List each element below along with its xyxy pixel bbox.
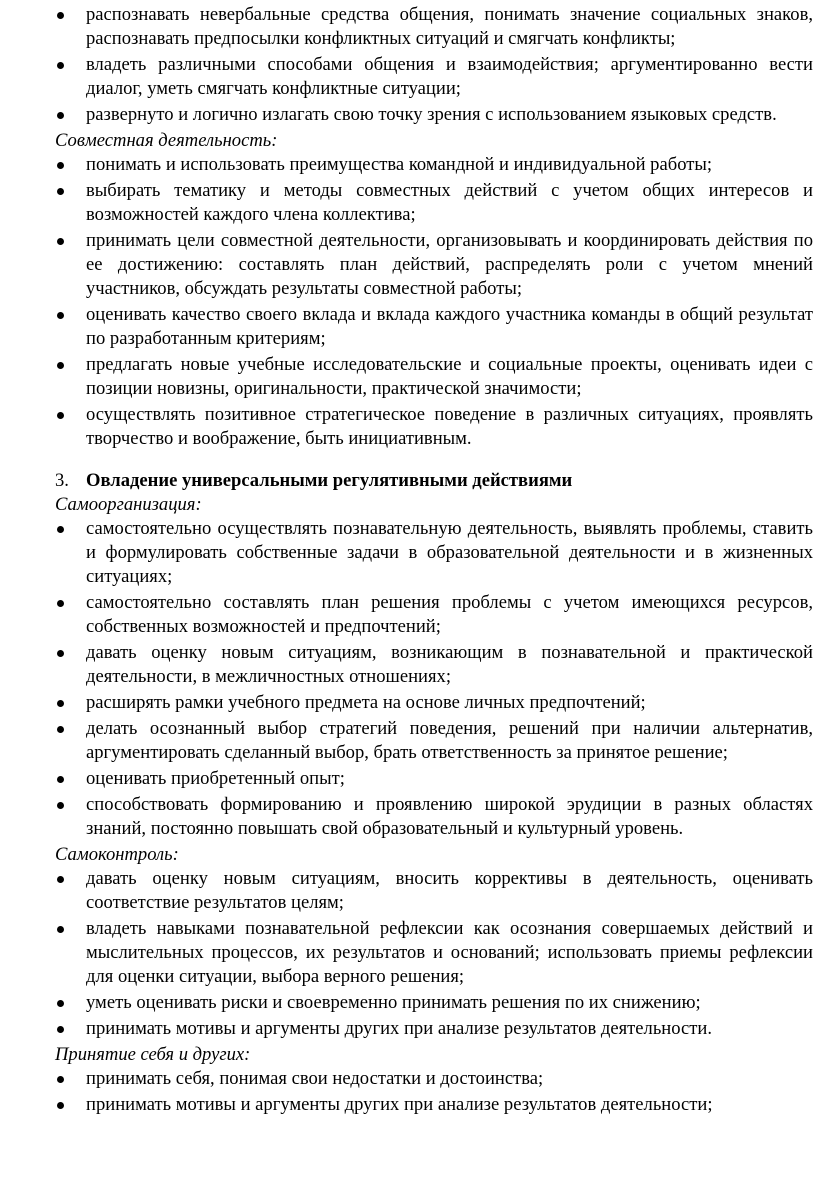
list-acceptance: [55, 1067, 813, 1117]
bullet-icon: [57, 926, 64, 933]
subheading-joint-activity: Совместная деятельность:: [55, 130, 278, 151]
bullet-icon: [57, 362, 64, 369]
subheading-self-organization: Самоорганизация:: [55, 494, 202, 515]
bullet-icon: [57, 876, 64, 883]
section-heading-3: [55, 469, 813, 493]
list-joint-activity: [55, 153, 813, 451]
bullet-icon: [57, 600, 64, 607]
list-item: самостоятельно осуществлять познавательную деятельность, выявлять проблемы, ставить и формулировать собственные задачи в образовательной деятельности и в жизненных ситуациях;: [55, 517, 813, 589]
bullet-icon: [57, 238, 64, 245]
list-communication: [55, 3, 813, 127]
list-item: владеть навыками познавательной рефлексии как осознания совершаемых действий и мыслительных процессов, их результатов и оснований; использовать приемы рефлексии для оценки ситуации, выбора верного решения;: [55, 917, 813, 989]
list-item: давать оценку новым ситуациям, возникающим в познавательной и практической деятельности, в межличностных отношениях;: [55, 641, 813, 689]
list-item: предлагать новые учебные исследовательские и социальные проекты, оценивать идеи с позиции новизны, оригинальности, практической значимости;: [55, 353, 813, 401]
bullet-icon: [57, 700, 64, 707]
bullet-icon: [57, 412, 64, 419]
list-item: принимать мотивы и аргументы других при анализе результатов деятельности.: [55, 1017, 813, 1041]
list-self-organization: [55, 517, 813, 841]
list-item: принимать мотивы и аргументы других при анализе результатов деятельности;: [55, 1093, 813, 1117]
section-number: 3.: [55, 470, 69, 491]
list-item: распознавать невербальные средства общения, понимать значение социальных знаков, распознавать предпосылки конфликтных ситуаций и смягчать конфликты;: [55, 3, 813, 51]
bullet-icon: [57, 1026, 64, 1033]
list-item: выбирать тематику и методы совместных действий с учетом общих интересов и возможностей каждого члена коллектива;: [55, 179, 813, 227]
list-item: развернуто и логично излагать свою точку зрения с использованием языковых средств.: [55, 103, 813, 127]
bullet-icon: [57, 650, 64, 657]
list-item: расширять рамки учебного предмета на основе личных предпочтений;: [55, 691, 813, 715]
bullet-icon: [57, 802, 64, 809]
list-item: принимать цели совместной деятельности, организовывать и координировать действия по ее достижению: составлять план действий, распределять роли с учетом мнений участников, обсуждать результаты совместной работы;: [55, 229, 813, 301]
list-self-control: [55, 867, 813, 1041]
list-item: уметь оценивать риски и своевременно принимать решения по их снижению;: [55, 991, 813, 1015]
subheading-self-control: Самоконтроль:: [55, 844, 179, 865]
document-content: [55, 3, 813, 1119]
list-item: понимать и использовать преимущества командной и индивидуальной работы;: [55, 153, 813, 177]
list-item: делать осознанный выбор стратегий поведения, решений при наличии альтернатив, аргументировать сделанный выбор, брать ответственность за принятое решение;: [55, 717, 813, 765]
bullet-icon: [57, 526, 64, 533]
bullet-icon: [57, 162, 64, 169]
bullet-icon: [57, 62, 64, 69]
bullet-icon: [57, 112, 64, 119]
subheading-acceptance: Принятие себя и других:: [55, 1044, 251, 1065]
list-item: осуществлять позитивное стратегическое поведение в различных ситуациях, проявлять творчество и воображение, быть инициативным.: [55, 403, 813, 451]
bullet-icon: [57, 1000, 64, 1007]
list-item: владеть различными способами общения и взаимодействия; аргументированно вести диалог, уметь смягчать конфликтные ситуации;: [55, 53, 813, 101]
bullet-icon: [57, 312, 64, 319]
bullet-icon: [57, 12, 64, 19]
list-item: давать оценку новым ситуациям, вносить коррективы в деятельность, оценивать соответствие результатов целям;: [55, 867, 813, 915]
bullet-icon: [57, 1102, 64, 1109]
bullet-icon: [57, 726, 64, 733]
list-item: принимать себя, понимая свои недостатки и достоинства;: [55, 1067, 813, 1091]
list-item: способствовать формированию и проявлению широкой эрудиции в разных областях знаний, постоянно повышать свой образовательный и культурный уровень.: [55, 793, 813, 841]
section-title: Овладение универсальными регулятивными действиями: [86, 470, 573, 491]
bullet-icon: [57, 188, 64, 195]
list-item: оценивать приобретенный опыт;: [55, 767, 813, 791]
bullet-icon: [57, 1076, 64, 1083]
bullet-icon: [57, 776, 64, 783]
list-item: оценивать качество своего вклада и вклада каждого участника команды в общий результат по разработанным критериям;: [55, 303, 813, 351]
list-item: самостоятельно составлять план решения проблемы с учетом имеющихся ресурсов, собственных возможностей и предпочтений;: [55, 591, 813, 639]
